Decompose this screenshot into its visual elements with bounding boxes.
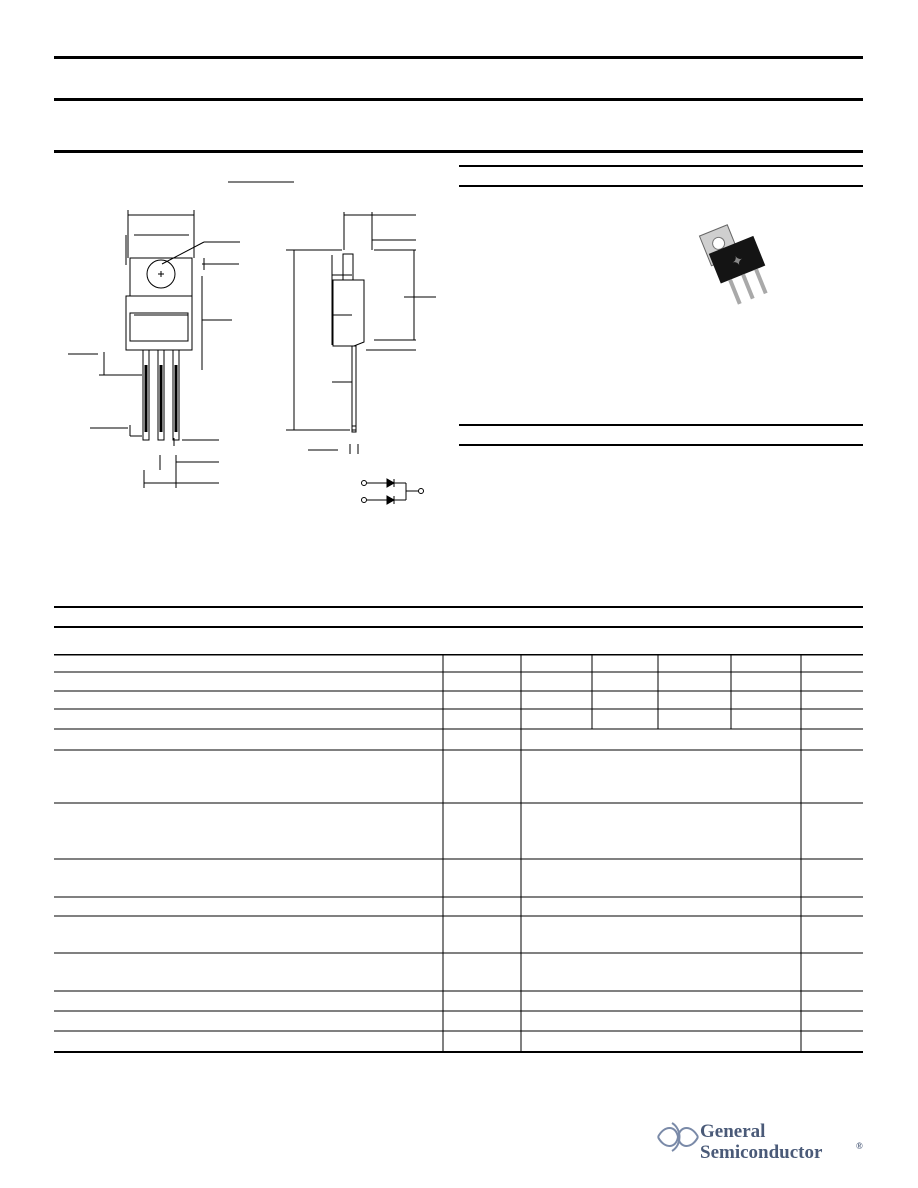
logo-text-line2: Semiconductor: [700, 1142, 823, 1163]
features-section-rule-top: [459, 165, 863, 167]
logo-text-line1: General: [700, 1121, 766, 1142]
front-view: [68, 210, 240, 488]
general-semiconductor-logo-icon: [658, 1123, 698, 1151]
ratings-section-rule-bottom: [54, 626, 863, 628]
to220-product-photo: [690, 210, 810, 305]
header-rule-top: [54, 56, 863, 59]
svg-text:✦: ✦: [729, 251, 747, 272]
header-rule-bottom: [54, 150, 863, 153]
table-column-lines: [443, 654, 801, 1052]
package-outline-diagram: [54, 170, 454, 520]
table-row-lines: [54, 655, 863, 1053]
general-semiconductor-logo: [652, 1115, 872, 1165]
mechanical-section-rule-bottom: [459, 444, 863, 446]
dual-diode-schematic-icon: [362, 479, 424, 504]
ratings-table: [54, 654, 863, 1054]
ratings-section-rule-top: [54, 606, 863, 608]
registered-mark: ®: [856, 1141, 863, 1151]
features-section-rule-bottom: [459, 185, 863, 187]
side-view: [286, 212, 436, 454]
mechanical-section-rule-top: [459, 424, 863, 426]
header-rule-middle: [54, 98, 863, 101]
